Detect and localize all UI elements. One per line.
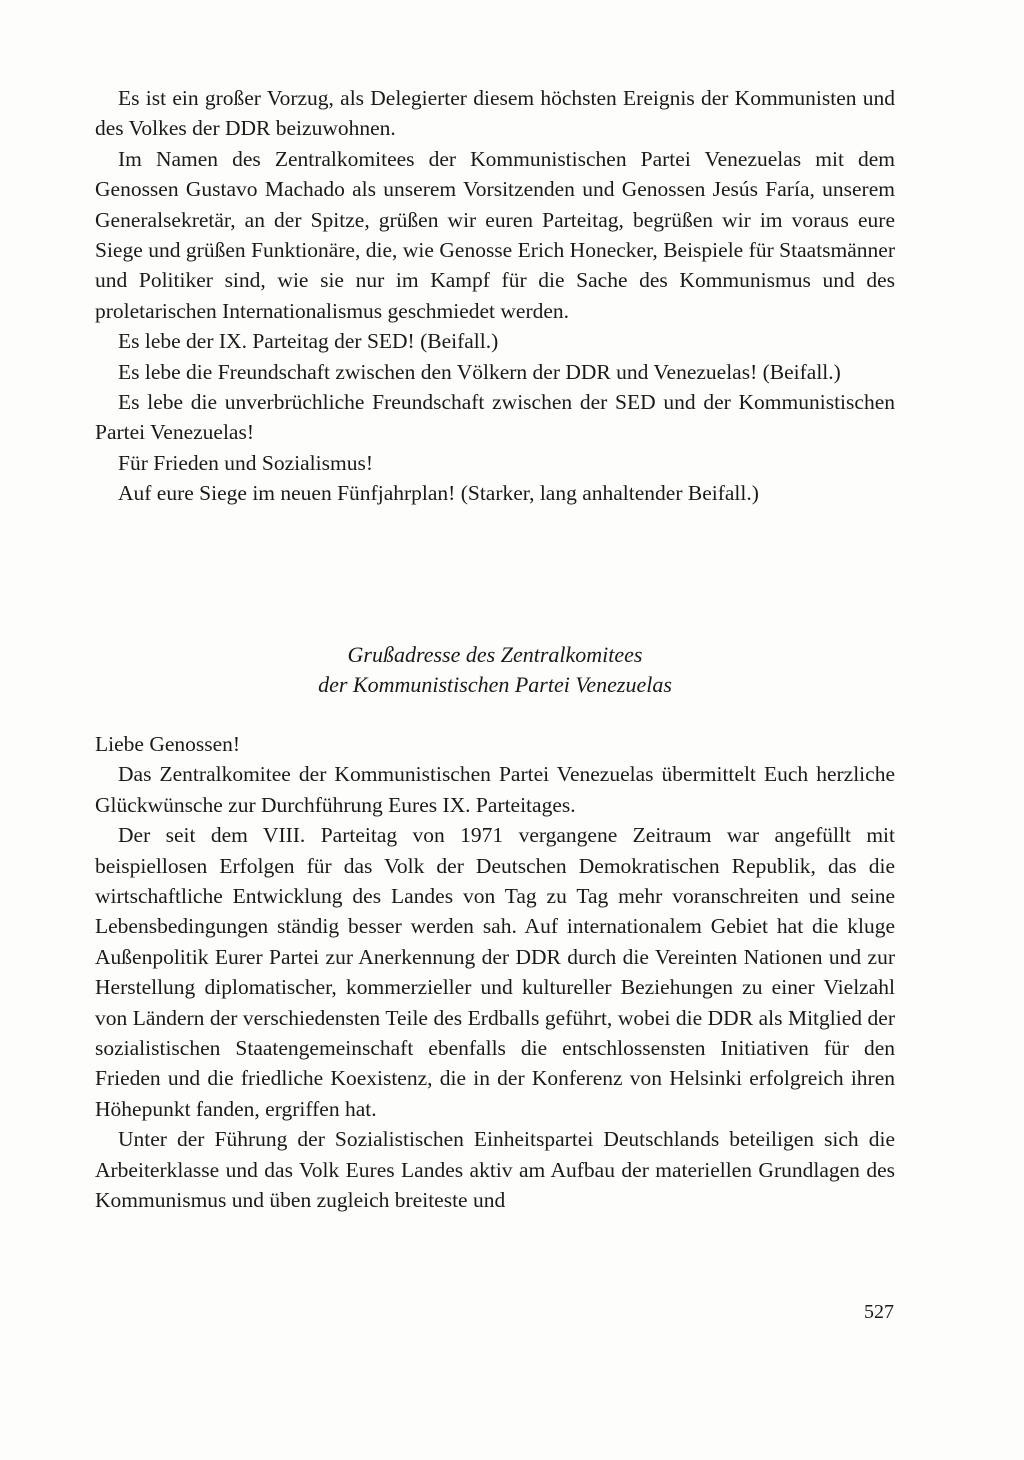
section-heading xyxy=(95,640,895,700)
paragraph-leadership: Unter der Führung der Sozialistischen Einheitspartei Deutschlands beteiligen sich die Arbeiterklasse und das Volk Eures Landes aktiv am Aufbau der materiellen Grundlagen des Kommunismus und üben zugleich breiteste und xyxy=(95,1127,895,1213)
heading-line-1: Grußadresse des Zentralkomitees xyxy=(347,642,643,667)
greeting-address-section xyxy=(95,729,895,1216)
paragraph-greetings: Im Namen des Zentralkomitees der Kommunistischen Partei Venezuelas mit dem Genossen Gustavo Machado als unserem Vorsitzenden und Genossen Jesús Faría, unserem Generalsekretär, an der Spitze, grüßen wir euren Parteitag, begrüßen wir im voraus eure Siege und grüßen Funktionäre, die, wie Genosse Erich Honecker, Beispiele für Staatsmänner und Politiker sind, wie sie nur im Kampf für die Sache des Kommunismus und des proletarischen Internationalismus geschmiedet werden. xyxy=(95,146,895,323)
paragraph-cheer-friendship-parties: Es lebe die unverbrüchliche Freundschaft zwischen der SED und der Kommunistischen Partei Venezuelas! xyxy=(95,390,895,445)
paragraph-cheer-friendship-peoples: Es lebe die Freundschaft zwischen den Völkern der DDR und Venezuelas! (Beifall.) xyxy=(118,359,841,384)
paragraph-delegate-honor: Es ist ein großer Vorzug, als Delegierter diesem höchsten Ereignis der Kommunisten und des Volkes der DDR beizuwohnen. xyxy=(95,86,895,141)
paragraph-cheer-party-congress: Es lebe der IX. Parteitag der SED! (Beifall.) xyxy=(118,329,499,354)
heading-line-2: der Kommunistischen Partei Venezuelas xyxy=(318,672,672,697)
speech-closing-section xyxy=(95,83,895,509)
paragraph-congratulations: Das Zentralkomitee der Kommunistischen Partei Venezuelas übermittelt Euch herzliche Glückwünsche zur Durchführung Eures IX. Parteitages. xyxy=(95,762,895,817)
paragraph-achievements: Der seit dem VIII. Parteitag von 1971 vergangene Zeitraum war angefüllt mit beispiellosen Erfolgen für das Volk der Deutschen Demokratischen Republik, das die wirtschaftliche Entwicklung des Landes von Tag zu Tag mehr voranschreiten und seine Lebensbedingungen ständig besser werden sah. Auf internationalem Gebiet hat die kluge Außenpolitik Eurer Partei zur Anerkennung der DDR durch die Vereinten Nationen und zur Herstellung diplomatischer, kommerzieller und kultureller Beziehungen zu einer Vielzahl von Ländern der verschiedensten Teile des Erdballs geführt, wobei die DDR als Mitglied der sozialistischen Staatengemeinschaft ebenfalls die entschlossensten Initiativen für den Frieden und die friedliche Koexistenz, die in der Konferenz von Helsinki erfolgreich ihren Höhepunkt fanden, ergriffen hat. xyxy=(95,823,895,1121)
page-number: 527 xyxy=(864,1301,894,1323)
paragraph-cheer-peace: Für Frieden und Sozialismus! xyxy=(118,450,373,475)
paragraph-cheer-five-year-plan: Auf eure Siege im neuen Fünfjahrplan! (Starker, lang anhaltender Beifall.) xyxy=(118,481,759,506)
salutation: Liebe Genossen! xyxy=(95,732,241,756)
